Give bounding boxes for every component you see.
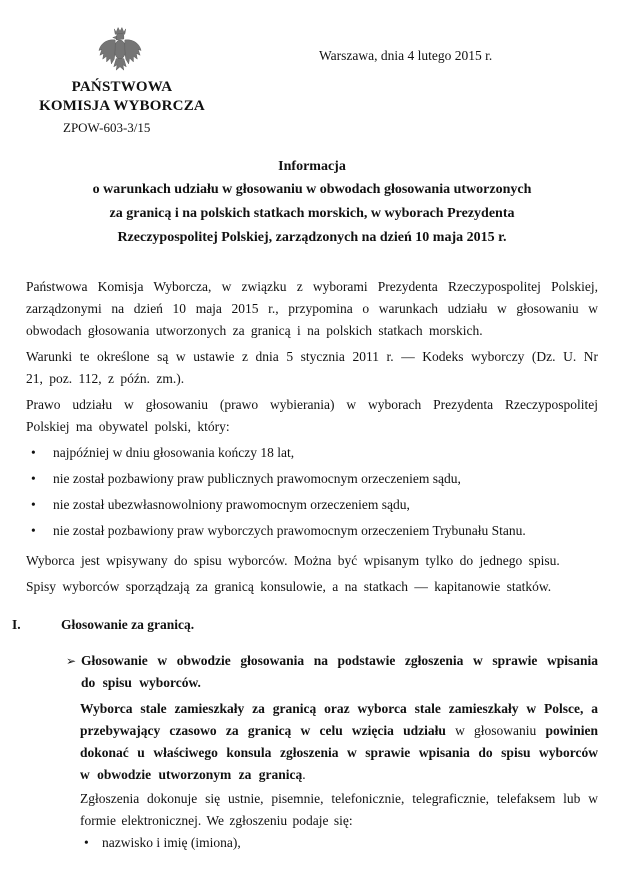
eligibility-bullet-list [26,442,598,542]
register-paragraph: Wyborca jest wpisywany do spisu wyborców. Można być wpisanym tylko do jednego spisu. [26,553,560,568]
document-title-block [0,156,624,250]
bullet-text: nie został pozbawiony praw wyborczych prawomocnym orzeczeniem Trybunału Stanu. [53,523,526,538]
document-title: Informacja [278,159,346,174]
intro-paragraph: Państwowa Komisja Wyborcza, w związku z wyborami Prezydenta Rzeczypospolitej Polskiej, zarządzonymi na dzień 10 maja 2015 r., przypomina o warunkach udziału w głosowaniu w obwodach głosowania utworzonych za granicą i na polskich statkach morskich. [26,279,598,338]
registration-regular-text: w głosowaniu [445,723,546,738]
arrow-item-text: Głosowanie w obwodzie głosowania na podstawie zgłoszenia w sprawie wpisania do spisu wyborców. [81,653,598,690]
bullet-text: najpóźniej w dniu głosowania kończy 18 lat, [53,445,295,460]
subtitle-line: o warunkach udziału w głosowaniu w obwodach głosowania utworzonych [92,182,532,197]
bullet-icon: • [31,471,36,486]
subtitle-line: za granicą i na polskich statkach morskich, w wyborach Prezydenta [109,206,515,221]
date-line: Warszawa, dnia 4 lutego 2015 r. [319,48,493,63]
bullet-text: nie został pozbawiony praw publicznych prawomocnym orzeczeniem sądu, [53,471,461,486]
legal-basis-paragraph: Warunki te określone są w ustawie z dnia 5 stycznia 2011 r. — Kodeks wyborczy (Dz. U. Nr 21, poz. 112, z późn. zm.). [26,349,598,386]
registration-bold-text: powinien dokonać u właściwego konsula zgłoszenia w sprawie wpisania do spisu wyborców w obwodzie utworzonym za granicą [80,723,598,782]
org-name-line2: KOMISJA WYBORCZA [39,98,205,114]
register-makers-paragraph: Spisy wyborców sporządzają za granicą konsulowie, a na statkach — kapitanowie statków. [26,579,552,594]
registration-paragraph [80,698,598,786]
section-heading [12,614,598,636]
document-subtitle [0,178,624,250]
org-name-line1: PAŃSTWOWA [71,79,173,95]
bullet-icon: • [31,445,36,460]
bullet-icon: • [31,497,36,512]
notification-bullet-list [80,832,598,854]
arrow-bullet-icon: ➢ [66,654,77,668]
registration-bold-text: Wyborca stale zamieszkały za granicą oraz wyborca stale zamieszkały w Polsce, a przebywający czasowo za granicą w celu wzięcia udziału [80,701,598,738]
subtitle-line: Rzeczypospolitej Polskiej, zarządzonych na dzień 10 maja 2015 r. [117,230,507,245]
bullet-item [26,442,598,464]
bullet-item [26,468,598,490]
document-body [12,276,598,854]
letterhead [0,0,624,142]
arrow-list-item [66,650,598,694]
bullet-text: nie został ubezwłasnowolniony prawomocnym orzeczeniem sądu, [53,497,410,512]
notification-paragraph: Zgłoszenia dokonuje się ustnie, pisemnie, telefonicznie, telegraficznie, telefaksem lub w formie elektronicznej. We zgłoszeniu podaje się: [80,791,598,828]
polish-eagle-emblem-icon [97,24,143,76]
bullet-item [26,494,598,516]
bullet-text: nazwisko i imię (imiona), [102,835,241,850]
org-name [8,78,236,116]
bullet-item [26,520,598,542]
reference-number: ZPOW-603-3/15 [63,120,151,135]
voting-right-paragraph: Prawo udziału w głosowaniu (prawo wybierania) w wyborach Prezydenta Rzeczypospolitej Polskiej ma obywatel polski, który: [26,397,598,434]
registration-period: . [302,767,306,782]
section-number: I. [12,617,21,632]
bullet-icon: • [84,835,89,850]
inner-bullet-item [80,832,598,854]
bullet-icon: • [31,523,36,538]
section-title: Głosowanie za granicą. [61,617,195,632]
